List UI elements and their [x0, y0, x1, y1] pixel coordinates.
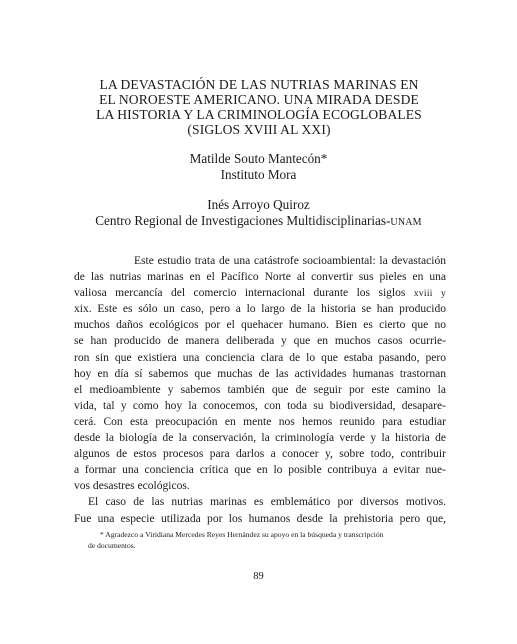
- body-line: de las nutrias marinas en el Pacífico Norte al convertir sus pieles en una: [74, 271, 446, 284]
- author-name: Inés Arroyo Quiroz: [207, 197, 310, 212]
- author-affiliation: Centro Regional de Investigaciones Multidisciplinarias-UNAM: [95, 213, 422, 228]
- title-line: LA HISTORIA Y LA CRIMINOLOGÍA ECOGLOBALES: [96, 107, 422, 122]
- body-line: algunos de estos procesos para darlos a conocer y, sobre todo, contribuir: [74, 448, 446, 461]
- body-line: Fue una especie utilizada por los humanos desde la prehistoria pero que,: [74, 512, 446, 525]
- author-affiliation: Instituto Mora: [220, 167, 297, 182]
- body-line: se han producido de manera deliberada y que en muchos casos ocurrie-: [74, 335, 446, 348]
- body-line: desde la biología de la conservación, la criminología verde y la historia de: [74, 432, 446, 445]
- body-line: valiosa mercancía del comercio internacional durante los siglos xviii y: [74, 287, 446, 300]
- page-number: 89: [253, 571, 264, 582]
- title-line: (SIGLOS XVIII AL XXI): [187, 122, 331, 137]
- title-line: LA DEVASTACIÓN DE LAS NUTRIAS MARINAS EN: [99, 77, 419, 92]
- author-block-1: [40, 151, 477, 183]
- body-line: cerá. Con esta preocupación en mente nos hemos reunido para estudiar: [74, 415, 446, 428]
- body-text: [74, 253, 446, 527]
- body-line: vos desastres ecológicos.: [74, 480, 190, 493]
- body-line: a formar una conciencia crítica que en lo posible contribuya a evitar nue-: [74, 464, 446, 477]
- footnote-line: de documentos.: [88, 541, 136, 550]
- author-block-2: [40, 197, 477, 231]
- author-name: Matilde Souto Mantecón*: [189, 151, 328, 166]
- body-line: ron sin que existiera una conciencia clara de lo que estaba pasando, pero: [74, 351, 446, 364]
- footnote-line: * Agradezco a Viridiana Mercedes Reyes Hernández su apoyo en la búsqueda y transcripción: [100, 530, 384, 539]
- body-line: muchos daños ecológicos por el quehacer humano. Bien es cierto que no: [74, 319, 446, 332]
- body-line: El caso de las nutrias marinas es emblemático por diversos motivos.: [88, 496, 446, 509]
- body-line: vida, tal y como hoy la conocemos, con toda su biodiversidad, desapare-: [74, 399, 446, 412]
- century-numerals: xviii y: [413, 289, 446, 300]
- body-line: hoy en día sí sabemos que muchas de las actividades humanas trastornan: [74, 367, 446, 380]
- title-line: EL NOROESTE AMERICANO. UNA MIRADA DESDE: [99, 92, 419, 107]
- body-line-lead: Este estudio trata de una catástrofe socioambiental: la devastación: [134, 255, 446, 267]
- body-line: xix. Este es sólo un caso, pero a lo largo de la historia se han producido: [74, 303, 446, 316]
- affiliation-acronym: UNAM: [390, 217, 422, 228]
- body-line: el medioambiente y sabemos también que de seguir por este camino la: [74, 383, 446, 396]
- article-title: [70, 77, 448, 137]
- footnote: [88, 529, 448, 551]
